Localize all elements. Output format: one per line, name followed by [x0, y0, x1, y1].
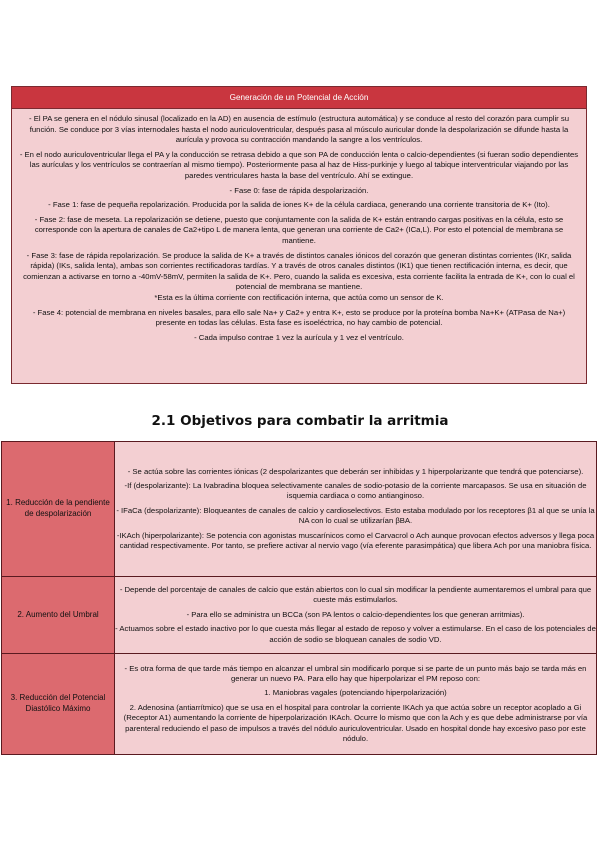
table-row: [2, 577, 597, 654]
row-content: [115, 442, 597, 577]
row-paragraph: - Actuamos sobre el estado inactivo por lo que cuesta más llegar al estado de reposo y volver a estimularse. En el caso de los potenciales de acción de sodio se bloquean canales de sodio VD.: [115, 624, 596, 644]
row-label: 3. Reducción del Potencial Diastólico Máximo: [2, 654, 115, 755]
row-paragraph: - Depende del porcentaje de canales de calcio que están abiertos con lo cual sin modificar la pendiente aumentaremos el umbral para que cueste más estimularlos.: [119, 584, 592, 605]
box-body: [12, 109, 586, 343]
table-row: [2, 654, 597, 755]
box-paragraph: - En el nodo auriculoventricular llega el PA y la conducción se retrasa debido a que son PA de conducción lenta o calcio-dependientes (si fueran sodio dependientes las aurículas y los ventrículos se contraerían al mismo tiempo). Posteriormente pasa al haz de Hiss-purkinje y luego al tabique interventricular viajando por las paredes ventriculares hasta la base del ventrículo. Ahí se extingue.: [19, 149, 579, 180]
table-row: [2, 442, 597, 577]
box-paragraph: - Fase 3: fase de rápida repolarización. Se produce la salida de K+ a través de distintos canales iónicos del corazón que generan distintas corrientes (IKr, salida rápida) (IKs, salida lenta), ambas son corrientes rectificadoras tardías. Y a través de otros canales distintos (IK1) que tienen rectificación interna, es decir, que comienzan a activarse en torno a -40mV-58mV, permiten la salida de K+. Pero, cuando la salida es excesiva, esta corriente facilita la entrada de K+, con lo cual el potencial de membrana se mantiene.: [23, 250, 575, 292]
box-paragraph: - Fase 0: fase de rápida despolarización.: [229, 185, 369, 195]
row-paragraph: - IFaCa (despolarizante): Bloqueantes de canales de calcio y cardioselectivos. Esto estaba modulado por los receptores β1 al que se unía la NA con lo cual se utilizarían βBA.: [116, 505, 595, 526]
row-content: [115, 654, 597, 755]
objectives-table: [1, 441, 597, 755]
box-paragraph: - El PA se genera en el nódulo sinusal (localizado en la AD) en ausencia de estímulo (estructura automática) y se conduce al resto del corazón para cumplir su función. Se conduce por 3 vías internodales hasta el nodo auriculoventricular, después pasa al músculo auricular donde la despolarización se difunde hasta la aurícula y provoca su contracción mandando la sangre a los ventrículos.: [29, 114, 569, 145]
box-title: Generación de un Potencial de Acción: [12, 87, 586, 109]
row-paragraph: -If (despolarizante): La Ivabradina bloquea selectivamente canales de sodio-potasio de la corriente marcapasos. Se usa en situación de isquemia cardiaca o como antianginoso.: [124, 480, 587, 501]
row-label: 2. Aumento del Umbral: [2, 577, 115, 654]
row-paragraph: - Se actúa sobre las corrientes iónicas (2 despolarizantes que deberán ser inhibidas y 1 hiperpolarizante que tendrá que potenciarse).: [127, 466, 584, 476]
row-paragraph: 2. Adenosina (antiarrítmico) que se usa en el hospital para controlar la corriente IKAch ya que actúa sobre un receptor acoplado a Gi (Receptor A1) aumentando la corriente de hiperpolarización IKAch. Ocurre lo mismo que con la Ach y es que debe administrarse por vía parenteral reduciendo el paso de impulsos a través del nódulo auriculoventricular. Usado en hospital donde hay excesivo paso por este nódulo.: [123, 702, 588, 744]
box-paragraph: - Fase 1: fase de pequeña repolarización. Producida por la salida de iones K+ de la célula cardiaca, generando una corriente transitoria de K+ (Ito).: [48, 200, 550, 210]
row-paragraph: -IKAch (hiperpolarizante): Se potencia con agonistas muscarínicos como el Carvacrol o Ach aunque provocan efectos adversos y llega poca cantidad respectivamente. Por tanto, se prefiere activar al nervio vago (vía eferente parasimpática) que libera Ach por una maniobra física.: [116, 530, 595, 551]
row-paragraph: - Es otra forma de que tarde más tiempo en alcanzar el umbral sin modificarlo porque si se parte de un punto más bajo se tarda más en generar un nuevo PA. Para ello hay que hiperpolarizar el PM reposo con:: [124, 663, 587, 683]
row-content: [115, 577, 597, 654]
box-paragraph: - Fase 4: potencial de membrana en niveles basales, para ello sale Na+ y Ca2+ y entra K+, esto se produce por la proteína bomba Na+K+ (ATPasa de Na+) presente en todas las células. Esta fase es isoeléctrica, no hay cambio de potencial.: [32, 307, 566, 328]
section-title: 2.1 Objetivos para combatir la arritmia: [151, 413, 449, 429]
action-potential-box: [11, 86, 587, 384]
row-paragraph: - Para ello se administra un BCCa (son PA lentos o calcio-dependientes los que generan arritmias).: [186, 609, 525, 619]
box-paragraph: *Esta es la última corriente con rectificación interna, que actúa como un sensor de K.: [154, 292, 444, 302]
row-paragraph: 1. Maniobras vagales (potenciando hiperpolarización): [264, 688, 447, 698]
box-paragraph: - Fase 2: fase de meseta. La repolarización se detiene, puesto que conjuntamente con la salida de K+ están entrando cargas positivas en la célula, esto se corresponde con la apertura de canales de Ca2+tipo L de manera lenta, que generan una corriente de Ca2+ (ICa,L). Por esto el potencial de membrana se mantiene.: [34, 214, 564, 245]
box-paragraph: - Cada impulso contrae 1 vez la aurícula y 1 vez el ventrículo.: [194, 332, 404, 342]
row-label: 1. Reducción de la pendiente de despolarización: [2, 442, 115, 577]
